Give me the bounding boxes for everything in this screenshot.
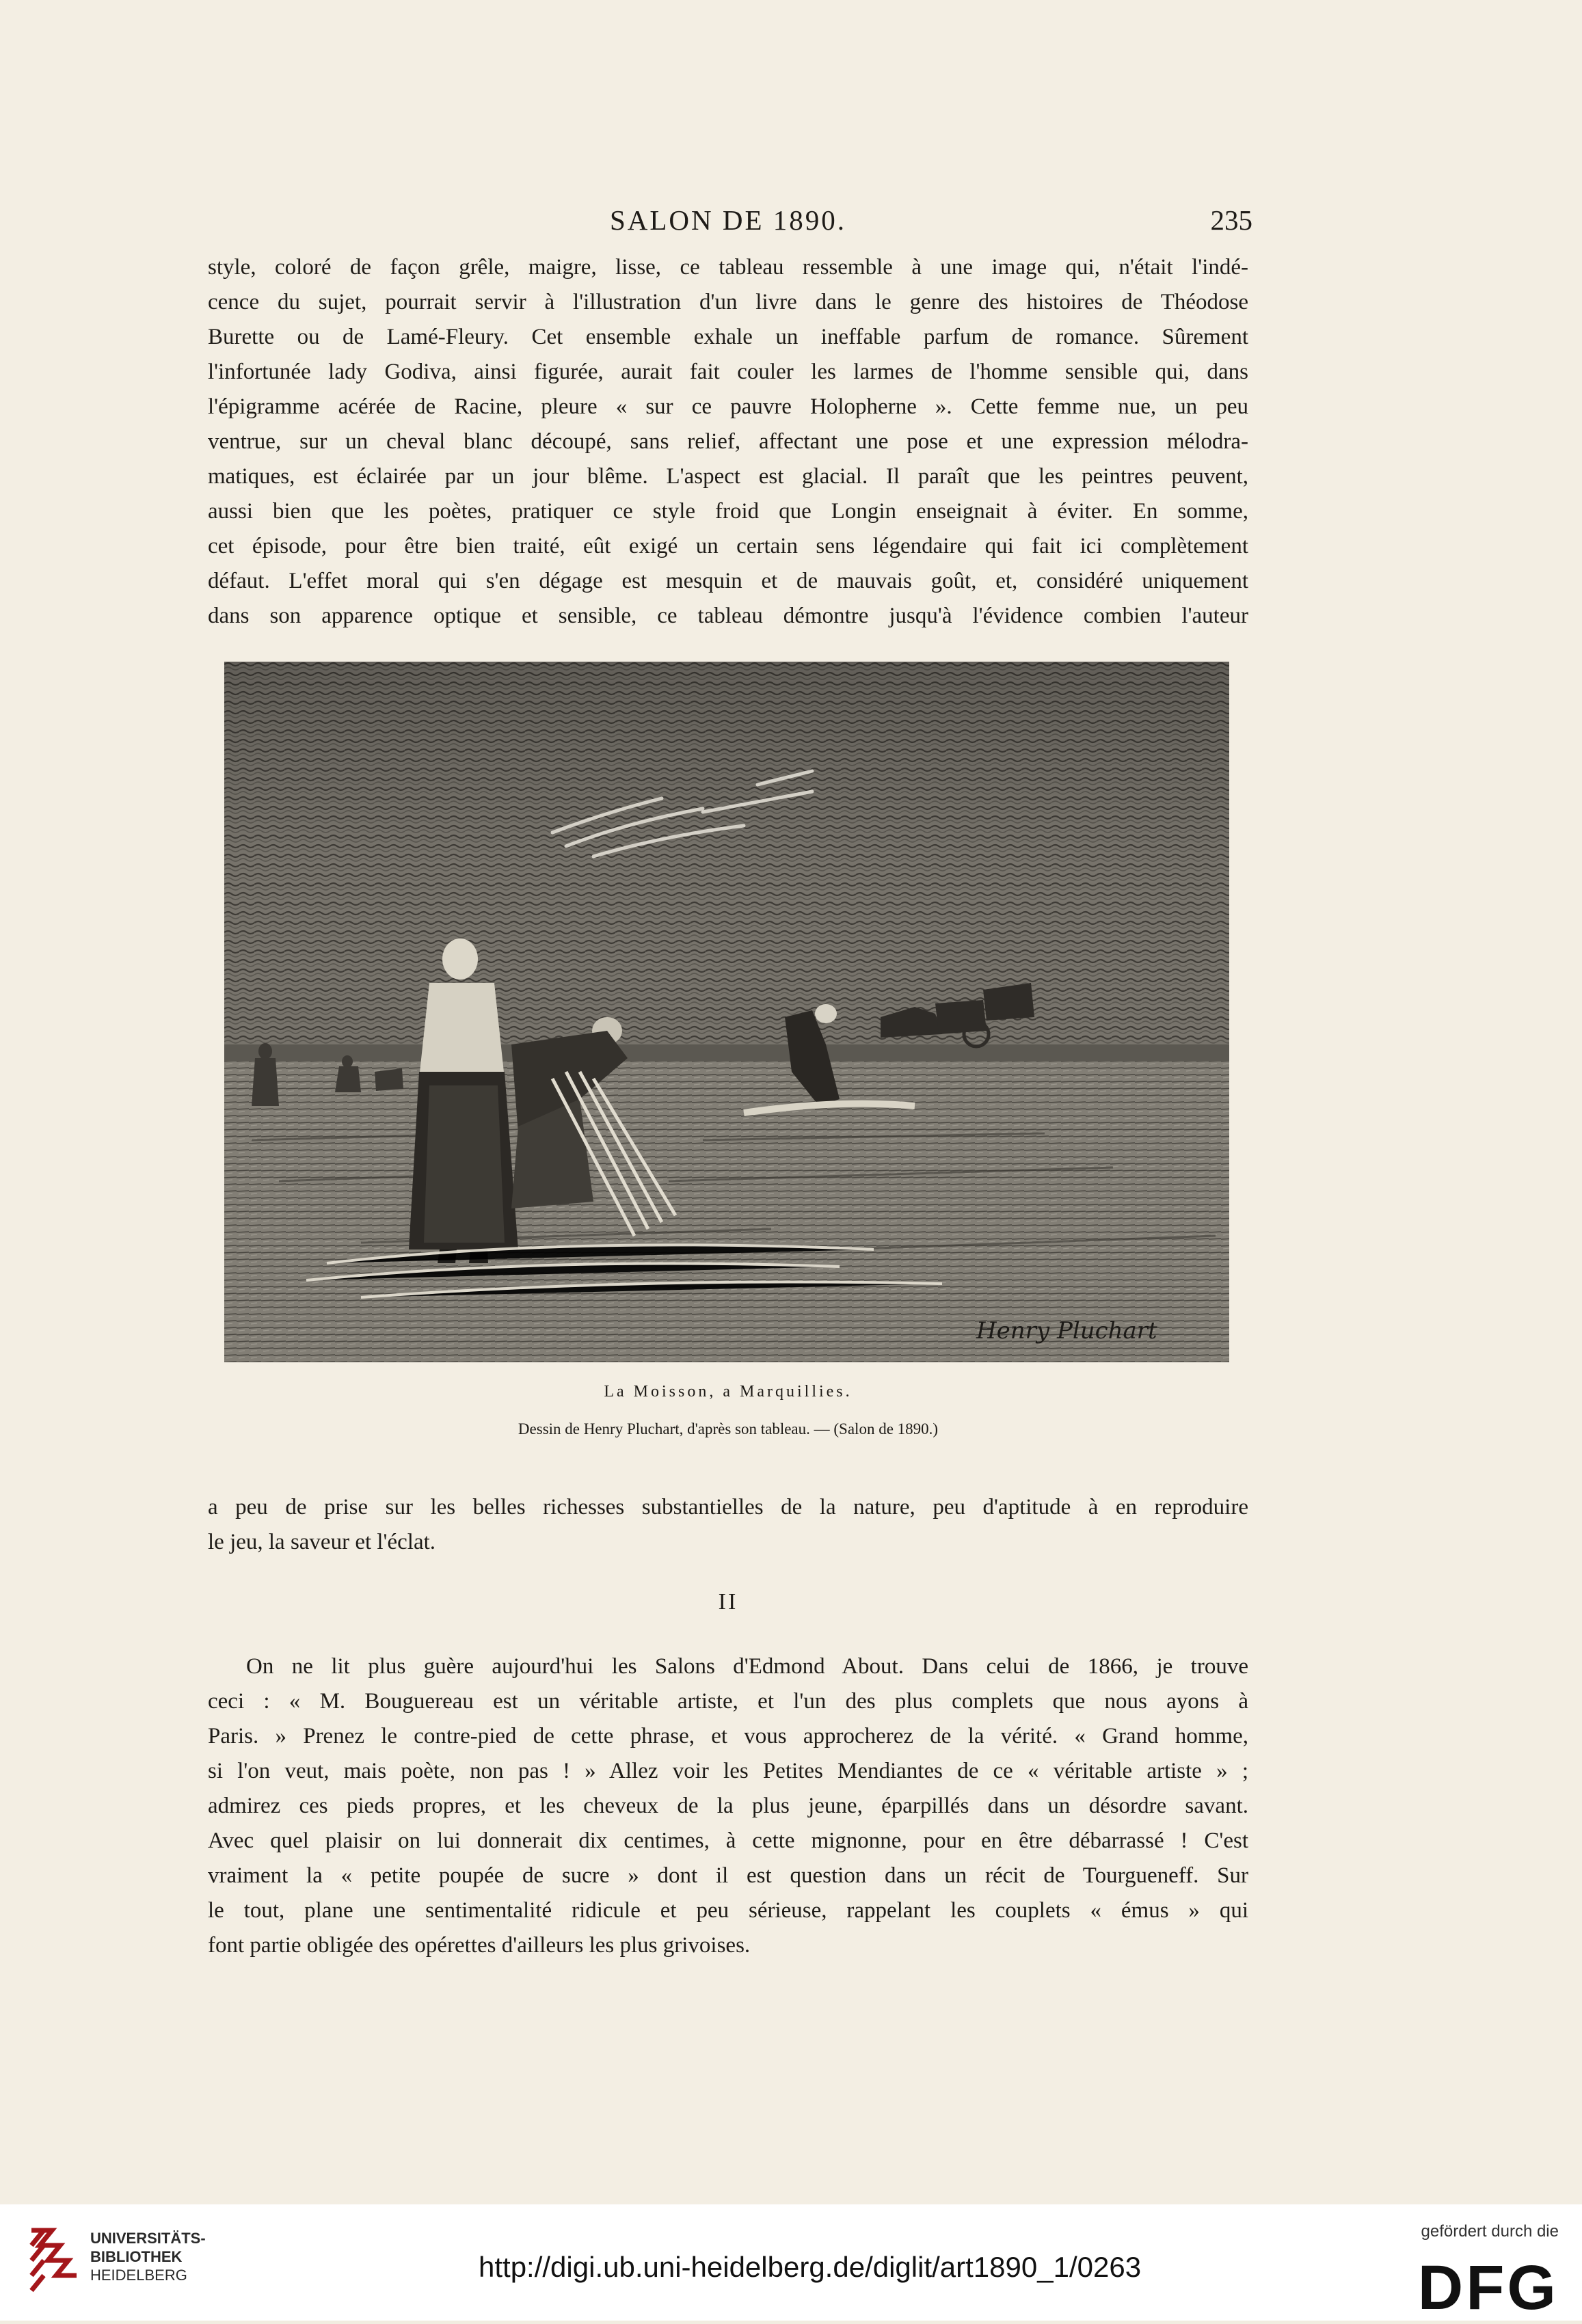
text-line: le jeu, la saveur et l'éclat. bbox=[208, 1530, 436, 1554]
institution-line: UNIVERSITÄTS- bbox=[90, 2230, 206, 2247]
text-line: matiques, est éclairée par un jour blême. L'aspect est glacial. Il paraît que les peintres peuvent, bbox=[208, 464, 1248, 489]
engraving-image bbox=[224, 662, 1229, 1362]
text-line: cet épisode, pour être bien traité, eût exigé un certain sens légendaire qui fait ici complètement bbox=[208, 534, 1248, 558]
paragraph-1 bbox=[208, 250, 1248, 634]
paragraph-2 bbox=[208, 1490, 1248, 1560]
text-line: Avec quel plaisir on lui donnerait dix centimes, à cette mignonne, pour en être débarrassé ! C'est bbox=[208, 1828, 1248, 1853]
text-line: défaut. L'effet moral qui s'en dégage est mesquin et de mauvais goût, et, considéré uniquement bbox=[208, 569, 1248, 593]
engraving-la-moisson bbox=[224, 662, 1229, 1362]
text-line: cence du sujet, pourrait servir à l'illustration d'un livre dans le genre des histoires de Théodose bbox=[208, 290, 1248, 314]
dfg-logo: DFG bbox=[1417, 2253, 1559, 2323]
funded-by-label: gefördert durch die bbox=[1421, 2222, 1559, 2241]
text-line: ventrue, sur un cheval blanc découpé, sans relief, affectant une pose et une expression mélodra- bbox=[208, 429, 1248, 454]
institution-line: HEIDELBERG bbox=[90, 2267, 187, 2284]
text-line: aussi bien que les poètes, pratiquer ce style froid que Longin enseignait à éviter. En somme, bbox=[208, 499, 1248, 524]
caption-subtitle: Dessin de Henry Pluchart, d'après son tableau. — (Salon de 1890.) bbox=[518, 1420, 939, 1437]
text-line: Burette ou de Lamé-Fleury. Cet ensemble exhale un ineffable parfum de romance. Sûrement bbox=[208, 325, 1248, 349]
text-line: Paris. » Prenez le contre-pied de cette phrase, et vous approcherez de la vérité. « Grand homme, bbox=[208, 1724, 1248, 1748]
text-line: style, coloré de façon grêle, maigre, lisse, ce tableau ressemble à une image qui, n'était l'indé- bbox=[208, 255, 1248, 280]
institution-line: BIBLIOTHEK bbox=[90, 2248, 183, 2265]
running-head bbox=[204, 204, 1252, 238]
paragraph-3 bbox=[208, 1649, 1248, 1963]
section-number: II bbox=[718, 1589, 738, 1614]
text-line: si l'on veut, mais poète, non pas ! » Allez voir les Petites Mendiantes de ce « véritable artiste » ; bbox=[208, 1759, 1248, 1783]
text-line: a peu de prise sur les belles richesses substantielles de la nature, peu d'aptitude à en reproduire bbox=[208, 1495, 1248, 1519]
engraving-signature: Henry Pluchart bbox=[976, 1317, 1157, 1345]
university-library-name bbox=[90, 2229, 206, 2284]
text-line: l'infortunée lady Godiva, ainsi figurée, aurait fait couler les larmes de l'homme sensible qui, dans bbox=[208, 360, 1248, 384]
running-head-title: SALON DE 1890. bbox=[609, 204, 847, 236]
text-line: ceci : « M. Bouguereau est un véritable artiste, et l'un des plus complets que nous ayons à bbox=[208, 1689, 1248, 1714]
university-library-logo-icon bbox=[25, 2225, 82, 2300]
text-line: l'épigramme acérée de Racine, pleure « sur ce pauvre Holopherne ». Cette femme nue, un peu bbox=[208, 394, 1248, 419]
text-line: dans son apparence optique et sensible, ce tableau démontre jusqu'à l'évidence combien l'auteur bbox=[208, 604, 1248, 628]
permalink-url[interactable]: http://digi.ub.uni-heidelberg.de/diglit/art1890_1/0263 bbox=[479, 2251, 1142, 2283]
text-line: le tout, plane une sentimentalité ridicule et peu sérieuse, rappelant les couplets « émus » qui bbox=[208, 1898, 1248, 1923]
text-line: On ne lit plus guère aujourd'hui les Salons d'Edmond About. Dans celui de 1866, je trouve bbox=[246, 1654, 1248, 1679]
text-line: font partie obligée des opérettes d'ailleurs les plus grivoises. bbox=[208, 1933, 751, 1958]
text-line: vraiment la « petite poupée de sucre » dont il est question dans un récit de Tourgueneff. Sur bbox=[208, 1863, 1248, 1888]
digitization-footer bbox=[0, 2204, 1582, 2321]
page-number: 235 bbox=[1210, 204, 1252, 236]
text-line: admirez ces pieds propres, et les cheveux de la plus jeune, éparpillés dans un désordre savant. bbox=[208, 1794, 1248, 1818]
caption-title: La Moisson, a Marquillies. bbox=[604, 1383, 853, 1401]
